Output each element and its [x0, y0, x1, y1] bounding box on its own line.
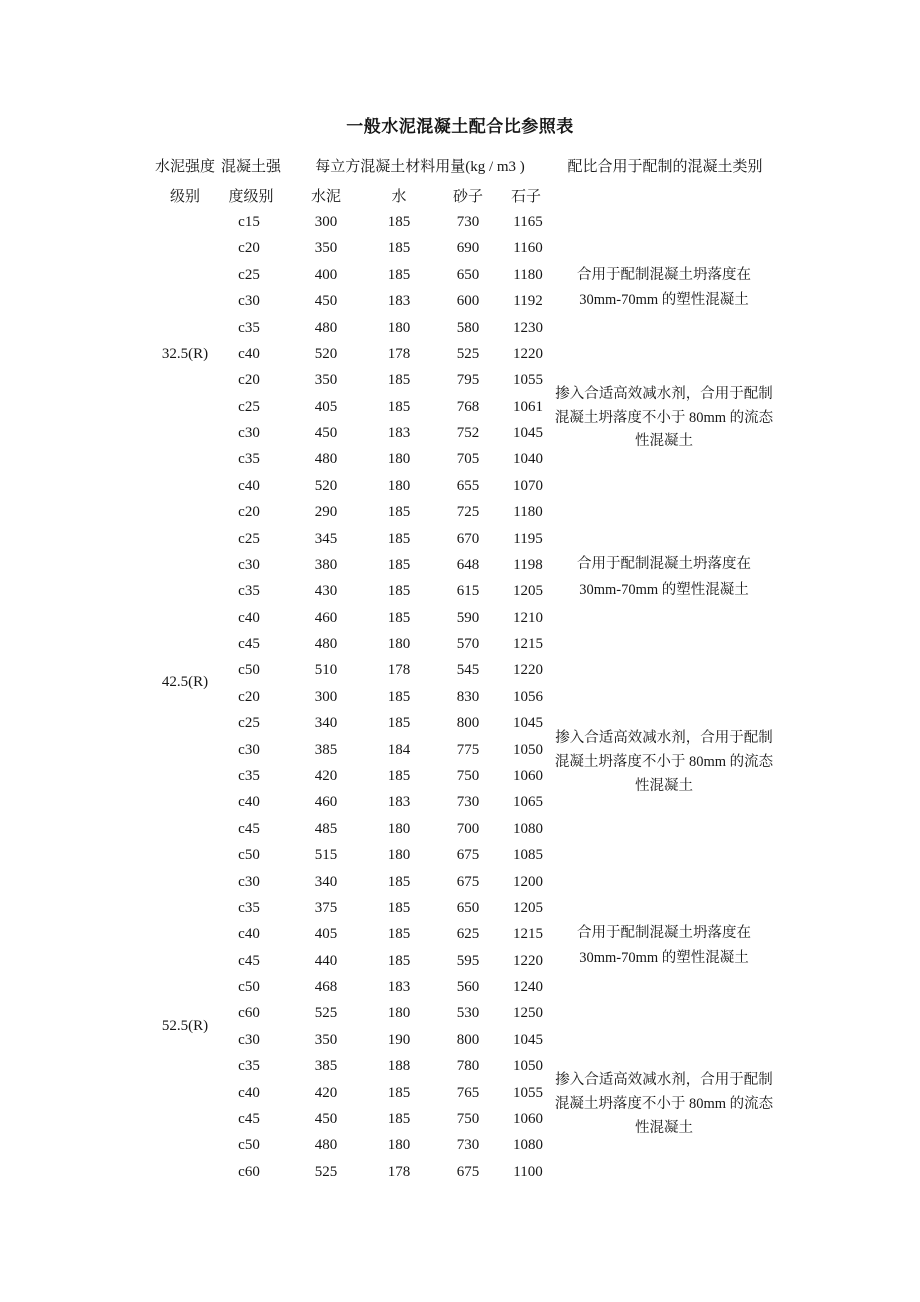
cell-cls: c40 — [238, 794, 260, 811]
cell-sand: 580 — [456, 319, 480, 336]
cell-stone: 1200 — [513, 873, 543, 890]
remark-line: 掺入合适高效减水剂，合用于配制 — [555, 385, 773, 402]
grade-label: 32.5(R) — [161, 346, 209, 362]
table-row — [0, 895, 920, 921]
cell-cls: c35 — [238, 899, 260, 916]
cell-sand: 730 — [456, 794, 480, 811]
cell-water: 185 — [387, 952, 411, 969]
cell-water: 180 — [387, 1137, 411, 1154]
cell-water: 180 — [387, 636, 411, 653]
cell-sand: 670 — [456, 530, 480, 547]
cell-cement: 350 — [314, 240, 338, 257]
cell-cls: c15 — [238, 214, 260, 230]
cell-stone: 1205 — [513, 583, 543, 600]
cell-stone: 1220 — [513, 662, 543, 679]
cell-stone: 1215 — [513, 926, 543, 943]
cell-stone: 1220 — [513, 345, 543, 362]
cell-stone: 1220 — [513, 952, 543, 969]
cell-water: 185 — [387, 398, 411, 415]
cell-water: 178 — [387, 662, 411, 679]
cell-cls: c40 — [238, 345, 260, 362]
cell-sand: 830 — [456, 688, 480, 705]
cell-sand: 655 — [456, 477, 480, 494]
cell-sand: 570 — [456, 636, 480, 653]
cell-cement: 290 — [314, 504, 338, 521]
header-col-water: 水 — [391, 189, 407, 205]
cell-sand: 675 — [456, 847, 480, 864]
cell-stone: 1080 — [513, 1137, 543, 1154]
cell-stone: 1085 — [513, 847, 543, 864]
cell-water: 183 — [387, 293, 411, 310]
table-row — [0, 209, 920, 235]
cell-water: 185 — [387, 688, 411, 705]
cell-cls: c20 — [238, 240, 260, 257]
cell-sand: 675 — [456, 873, 480, 890]
cell-sand: 650 — [456, 899, 480, 916]
cell-stone: 1060 — [513, 1110, 543, 1127]
cell-water: 185 — [387, 530, 411, 547]
cell-stone: 1070 — [513, 477, 543, 494]
cell-cement: 515 — [314, 847, 338, 864]
cell-sand: 765 — [456, 1084, 480, 1101]
cell-stone: 1192 — [513, 293, 543, 310]
cell-sand: 705 — [456, 451, 480, 468]
remark-line: 性混凝土 — [635, 433, 693, 450]
cell-cls: c60 — [238, 1005, 260, 1022]
cell-cement: 385 — [314, 741, 338, 758]
cell-sand: 725 — [456, 504, 480, 521]
remark-line: 30mm-70mm 的塑性混凝土 — [579, 950, 749, 966]
cell-cls: c25 — [238, 398, 260, 415]
cell-sand: 650 — [456, 266, 480, 283]
cell-cement: 460 — [314, 794, 338, 811]
cell-sand: 730 — [456, 214, 480, 230]
header-usage-group: 配比合用于配制的混凝土类别 — [567, 159, 763, 175]
cell-cls: c45 — [238, 820, 260, 837]
cell-cls: c50 — [238, 847, 260, 864]
cell-cls: c20 — [238, 688, 260, 705]
cell-cement: 420 — [314, 767, 338, 784]
cell-water: 183 — [387, 979, 411, 996]
table-row — [0, 842, 920, 868]
cell-stone: 1195 — [513, 530, 543, 547]
cell-sand: 525 — [456, 345, 480, 362]
cell-water: 185 — [387, 899, 411, 916]
cell-cement: 460 — [314, 609, 338, 626]
cell-cls: c20 — [238, 504, 260, 521]
cell-cls: c25 — [238, 715, 260, 732]
cell-stone: 1180 — [513, 266, 543, 283]
cell-water: 178 — [387, 345, 411, 362]
remark-line: 掺入合适高效减水剂，合用于配制 — [555, 1072, 773, 1089]
table-row — [0, 816, 920, 842]
cell-cement: 300 — [314, 688, 338, 705]
cell-water: 183 — [387, 425, 411, 442]
cell-water: 190 — [387, 1031, 411, 1048]
cell-cement: 485 — [314, 820, 338, 837]
cell-sand: 530 — [456, 1005, 480, 1022]
cell-cement: 345 — [314, 530, 338, 547]
remark-line: 性混凝土 — [635, 777, 693, 794]
cell-stone: 1061 — [513, 398, 543, 415]
cell-cls: c45 — [238, 952, 260, 969]
cell-cement: 340 — [314, 873, 338, 890]
cell-sand: 600 — [456, 293, 480, 310]
cell-sand: 795 — [456, 372, 480, 389]
remark-line: 混凝土坍落度不小于 80mm 的流态 — [554, 409, 774, 426]
cell-stone: 1205 — [513, 899, 543, 916]
cell-stone: 1240 — [513, 979, 543, 996]
cell-stone: 1050 — [513, 1058, 543, 1075]
cell-water: 185 — [387, 556, 411, 573]
cell-sand: 560 — [456, 979, 480, 996]
header-col-sand: 砂子 — [452, 189, 483, 205]
cell-cement: 375 — [314, 899, 338, 916]
cell-cls: c35 — [238, 451, 260, 468]
cell-cls: c40 — [238, 1084, 260, 1101]
cell-cement: 520 — [314, 477, 338, 494]
page-title: 一般水泥混凝土配合比参照表 — [346, 117, 574, 136]
cell-water: 180 — [387, 1005, 411, 1022]
remark-block — [533, 921, 795, 972]
cell-water: 185 — [387, 240, 411, 257]
cell-cement: 400 — [314, 266, 338, 283]
cell-water: 180 — [387, 319, 411, 336]
cell-cls: c60 — [238, 1163, 260, 1180]
cell-sand: 615 — [456, 583, 480, 600]
cell-cement: 380 — [314, 556, 338, 573]
cell-sand: 625 — [456, 926, 480, 943]
cell-water: 180 — [387, 820, 411, 837]
cell-stone: 1080 — [513, 820, 543, 837]
cell-cls: c35 — [238, 1058, 260, 1075]
cell-cement: 510 — [314, 662, 338, 679]
cell-sand: 700 — [456, 820, 480, 837]
cell-water: 185 — [387, 767, 411, 784]
table-row — [0, 526, 920, 552]
table-row — [0, 631, 920, 657]
remark-line: 合用于配制混凝土坍落度在 — [577, 556, 751, 572]
cell-sand: 730 — [456, 1137, 480, 1154]
cell-cement: 430 — [314, 583, 338, 600]
cell-cls: c35 — [238, 319, 260, 336]
remark-block — [533, 1069, 795, 1140]
cell-stone: 1250 — [513, 1005, 543, 1022]
cell-cls: c30 — [238, 425, 260, 442]
cell-water: 180 — [387, 847, 411, 864]
cell-cls: c25 — [238, 530, 260, 547]
cell-stone: 1165 — [513, 214, 543, 230]
cell-water: 185 — [387, 504, 411, 521]
cell-stone: 1160 — [513, 240, 543, 257]
table-row — [0, 499, 920, 525]
table-row — [0, 605, 920, 631]
cell-cement: 405 — [314, 398, 338, 415]
remark-block — [533, 263, 795, 314]
table-row — [0, 315, 920, 341]
cell-sand: 800 — [456, 715, 480, 732]
cell-water: 185 — [387, 372, 411, 389]
remark-line: 混凝土坍落度不小于 80mm 的流态 — [554, 754, 774, 771]
cell-stone: 1055 — [513, 372, 543, 389]
header-col-stone: 石子 — [510, 189, 541, 205]
cell-stone: 1045 — [513, 1031, 543, 1048]
cell-cement: 350 — [314, 1031, 338, 1048]
header-col-cement: 水泥 — [310, 189, 341, 205]
cell-cls: c35 — [238, 767, 260, 784]
cell-cement: 440 — [314, 952, 338, 969]
cell-cement: 468 — [314, 979, 338, 996]
cell-cement: 405 — [314, 926, 338, 943]
cell-cls: c45 — [238, 636, 260, 653]
cell-sand: 648 — [456, 556, 480, 573]
remark-line: 合用于配制混凝土坍落度在 — [577, 924, 751, 941]
remark-line: 性混凝土 — [635, 1119, 693, 1136]
table-row — [0, 869, 920, 895]
cell-water: 180 — [387, 451, 411, 468]
cell-stone: 1198 — [513, 556, 543, 573]
header-cement-grade-line2: 级别 — [169, 189, 200, 205]
cell-sand: 595 — [456, 952, 480, 969]
cell-cement: 300 — [314, 214, 338, 230]
cell-water: 185 — [387, 214, 411, 230]
cell-sand: 752 — [456, 425, 480, 442]
cell-cls: c40 — [238, 926, 260, 943]
cell-stone: 1056 — [513, 688, 543, 705]
header-materials-group: 每立方混凝土材料用量(kg / m3 ) — [315, 159, 525, 175]
grade-label: 52.5(R) — [161, 1018, 209, 1034]
cell-stone: 1045 — [513, 715, 543, 732]
cell-stone: 1230 — [513, 319, 543, 336]
cell-cement: 340 — [314, 715, 338, 732]
cell-sand: 800 — [456, 1031, 480, 1048]
cell-cement: 420 — [314, 1084, 338, 1101]
cell-stone: 1065 — [513, 794, 543, 811]
cell-stone: 1215 — [513, 636, 543, 653]
cell-cement: 450 — [314, 425, 338, 442]
table-row — [0, 974, 920, 1000]
cell-sand: 768 — [456, 398, 480, 415]
remark-block — [533, 383, 795, 454]
cell-water: 185 — [387, 715, 411, 732]
header-concrete-class-line1: 混凝土强 — [220, 159, 281, 175]
cell-stone: 1100 — [513, 1163, 543, 1180]
cell-cls: c30 — [238, 1031, 260, 1048]
cell-water: 188 — [387, 1058, 411, 1075]
cell-water: 178 — [387, 1163, 411, 1180]
cell-cls: c50 — [238, 662, 260, 679]
cell-sand: 775 — [456, 741, 480, 758]
cell-sand: 750 — [456, 1110, 480, 1127]
cell-water: 180 — [387, 477, 411, 494]
cell-cement: 525 — [314, 1005, 338, 1022]
cell-cement: 450 — [314, 293, 338, 310]
cell-sand: 750 — [456, 767, 480, 784]
cell-cls: c30 — [238, 741, 260, 758]
cell-cls: c30 — [238, 556, 260, 573]
cell-water: 185 — [387, 1110, 411, 1127]
cell-stone: 1055 — [513, 1084, 543, 1101]
remark-block — [533, 727, 795, 798]
cell-cement: 480 — [314, 636, 338, 653]
cell-stone: 1040 — [513, 451, 543, 468]
cell-cls: c20 — [238, 372, 260, 389]
cell-cement: 525 — [314, 1163, 338, 1180]
cell-cement: 480 — [314, 1137, 338, 1154]
cell-water: 185 — [387, 583, 411, 600]
cell-sand: 690 — [456, 240, 480, 257]
cell-cls: c45 — [238, 1110, 260, 1127]
remark-line: 30mm-70mm 的塑性混凝土 — [579, 292, 749, 308]
cell-sand: 780 — [456, 1058, 480, 1075]
cell-cls: c35 — [238, 583, 260, 600]
remark-line: 合用于配制混凝土坍落度在 — [577, 266, 751, 283]
cell-cls: c50 — [238, 979, 260, 996]
cell-water: 183 — [387, 794, 411, 811]
cell-water: 185 — [387, 1084, 411, 1101]
grade-label: 42.5(R) — [161, 674, 209, 690]
header-concrete-class-line2: 度级别 — [228, 189, 274, 205]
remark-line: 掺入合适高效减水剂，合用于配制 — [555, 730, 773, 747]
cell-water: 185 — [387, 609, 411, 626]
cell-water: 185 — [387, 873, 411, 890]
cell-cement: 480 — [314, 451, 338, 468]
cell-sand: 675 — [456, 1163, 480, 1180]
cell-stone: 1060 — [513, 767, 543, 784]
cell-stone: 1180 — [513, 504, 543, 521]
cell-stone: 1050 — [513, 741, 543, 758]
remark-block — [533, 552, 795, 603]
cell-cement: 480 — [314, 319, 338, 336]
table-row — [0, 473, 920, 499]
cell-cement: 520 — [314, 345, 338, 362]
remark-line: 混凝土坍落度不小于 80mm 的流态 — [554, 1096, 774, 1113]
cell-cls: c40 — [238, 609, 260, 626]
table-row — [0, 235, 920, 261]
cell-cement: 350 — [314, 372, 338, 389]
cell-sand: 590 — [456, 609, 480, 626]
cell-cls: c30 — [238, 873, 260, 890]
table-row — [0, 1159, 920, 1185]
cell-cls: c50 — [238, 1137, 260, 1154]
header-cement-grade-line1: 水泥强度 — [154, 159, 215, 175]
cell-cls: c25 — [238, 266, 260, 283]
cell-sand: 545 — [456, 662, 480, 679]
cell-water: 185 — [387, 266, 411, 283]
cell-cls: c40 — [238, 477, 260, 494]
cell-stone: 1045 — [513, 425, 543, 442]
cell-cls: c30 — [238, 293, 260, 310]
cell-water: 185 — [387, 926, 411, 943]
remark-line: 30mm-70mm 的塑性混凝土 — [579, 581, 749, 598]
cell-stone: 1210 — [513, 609, 543, 626]
cell-cement: 450 — [314, 1110, 338, 1127]
cell-water: 184 — [387, 741, 411, 758]
cell-cement: 385 — [314, 1058, 338, 1075]
